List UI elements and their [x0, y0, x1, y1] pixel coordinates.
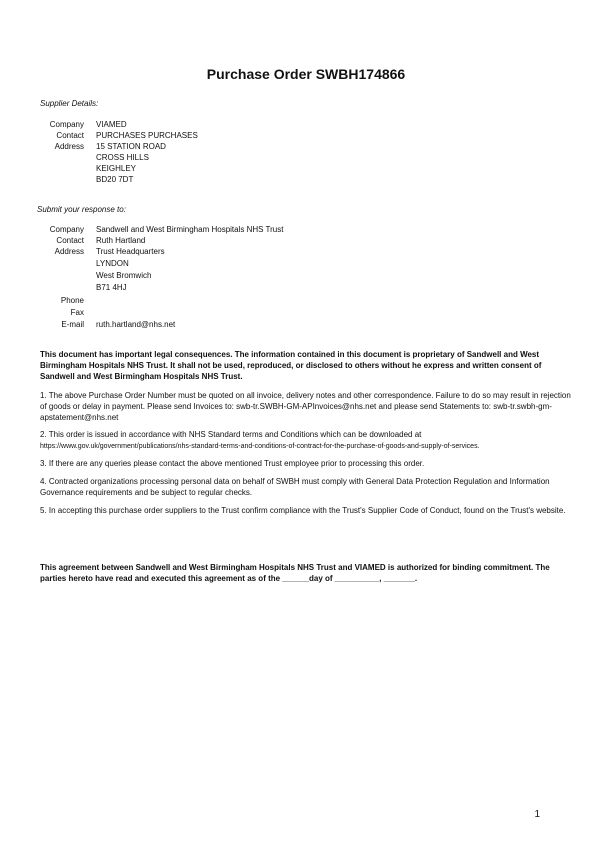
- response-phone-label: Phone: [60, 296, 84, 305]
- response-email-link[interactable]: ruth.hartland@nhs.net: [96, 320, 176, 329]
- response-address-line: West Bromwich: [96, 271, 152, 280]
- legal-notice: This document has important legal consequences. The information contained in this document is proprietary of Sandwell and West Birmingham Hospitals NHS Trust. It shall not be used, reproduced, or disclosed to others without he express and written consent of Sandwell and West Birmingham Hospitals NHS Trust.: [40, 350, 542, 381]
- response-fax-label: Fax: [70, 308, 84, 317]
- term-5: 5. In accepting this purchase order suppliers to the Trust confirm compliance with the Trust's Supplier Code of Conduct, found on the Trust's website.: [40, 506, 566, 515]
- response-contact: Ruth Hartland: [96, 236, 146, 245]
- response-email-label: E-mail: [61, 320, 84, 329]
- response-company-label: Company: [49, 225, 84, 234]
- terms-url-link[interactable]: https://www.gov.uk/government/publications/nhs-standard-terms-and-conditions-of-contract-for-the-purchase-of-goods-and-supply-of-services.: [40, 443, 480, 450]
- term-1: 1. The above Purchase Order Number must be quoted on all invoice, delivery notes and other correspondence. Failure to do so may result in rejection of goods or delay in payment. Please send Invoices to: swb-tr.SWBH-GM-APInvoices@nhs.net and please send Statements to: swb-tr.swbh-gm-apstatement@nhs.net: [40, 391, 571, 422]
- term-2-text: 2. This order is issued in accordance with NHS Standard terms and Conditions which can be downloaded at: [40, 430, 422, 439]
- term-3: 3. If there are any queries please contact the above mentioned Trust employee prior to processing this order.: [40, 459, 425, 468]
- response-address-line: LYNDON: [96, 259, 129, 268]
- response-address-line: B71 4HJ: [96, 283, 127, 292]
- response-company: Sandwell and West Birmingham Hospitals NHS Trust: [96, 225, 284, 234]
- supplier-contact: PURCHASES PURCHASES: [96, 131, 198, 140]
- page-number: 1: [534, 809, 540, 820]
- agreement-statement: This agreement between Sandwell and West Birmingham Hospitals NHS Trust and VIAMED is authorized for binding commitment. The parties hereto have read and executed this agreement as of the ______day of __________, _______.: [40, 563, 550, 583]
- response-address-label: Address: [54, 247, 84, 256]
- response-address-line: Trust Headquarters: [96, 247, 165, 256]
- supplier-contact-label: Contact: [56, 131, 84, 140]
- supplier-company-label: Company: [49, 120, 84, 129]
- supplier-heading: Supplier Details:: [40, 99, 99, 108]
- term-2: [40, 429, 572, 452]
- supplier-address-label: Address: [54, 142, 84, 151]
- page-title: Purchase Order SWBH174866: [206, 66, 406, 82]
- supplier-address-line: KEIGHLEY: [96, 164, 137, 173]
- supplier-address-line: 15 STATION ROAD: [96, 142, 166, 151]
- response-contact-label: Contact: [56, 236, 84, 245]
- term-4: 4. Contracted organizations processing personal data on behalf of SWBH must comply with General Data Protection Regulation and Information Governance requirements and be subject to regular checks.: [40, 477, 550, 497]
- supplier-company: VIAMED: [96, 120, 127, 129]
- supplier-address-line: BD20 7DT: [96, 175, 134, 184]
- response-heading: Submit your response to:: [37, 205, 126, 214]
- supplier-address-line: CROSS HILLS: [96, 153, 149, 162]
